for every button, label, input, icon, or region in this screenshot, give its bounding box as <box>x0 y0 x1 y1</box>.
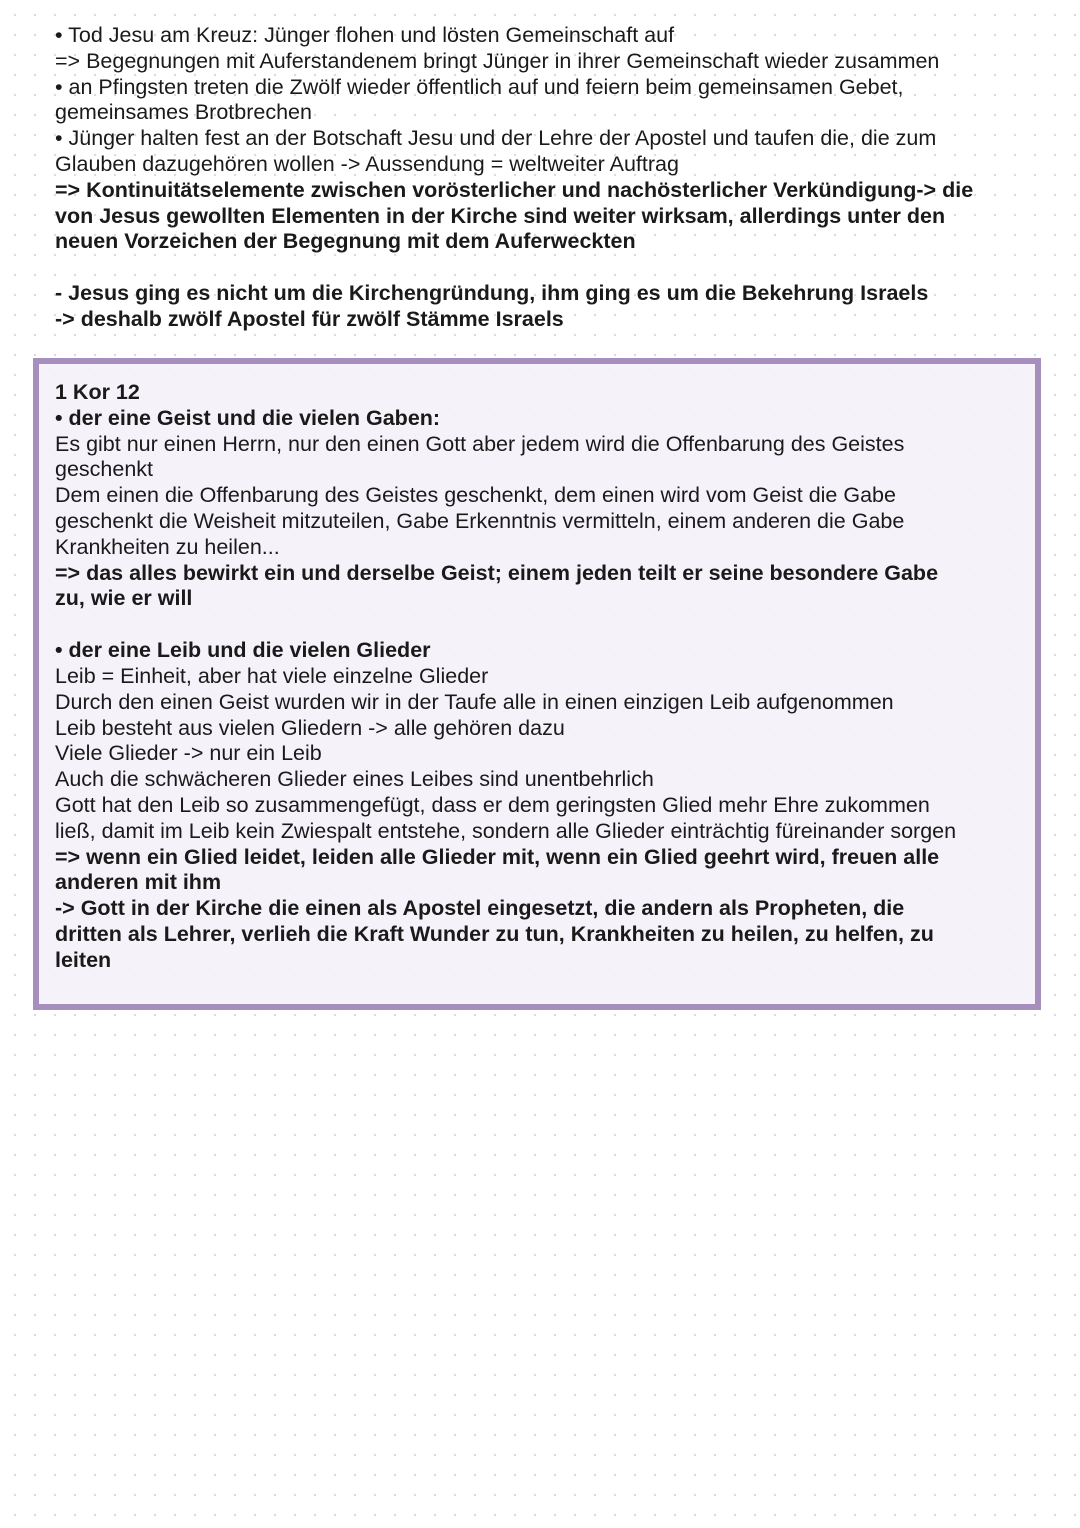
section-leib-conclusion-1: => wenn ein Glied leidet, leiden alle Glieder mit, wenn ein Glied geehrt wird, freuen alle <box>55 844 940 869</box>
section-geist-line-5: Krankheiten zu heilen... <box>55 534 280 559</box>
section-geist-heading: • der eine Geist und die vielen Gaben: <box>55 405 441 430</box>
intro-notes <box>55 23 1045 333</box>
paragraph-gap <box>55 255 1045 281</box>
kor-12-note-box <box>33 358 1041 1010</box>
kor-12-content <box>55 380 1025 974</box>
section-geist-conclusion-1: => das alles bewirkt ein und derselbe Geist; einem jeden teilt er seine besondere Gabe <box>55 560 939 585</box>
section-leib-conclusion-3: -> Gott in der Kirche die einen als Apostel eingesetzt, die andern als Propheten, die <box>55 896 905 921</box>
intro-line-5: • Jünger halten fest an der Botschaft Jesu und der Lehre der Apostel und taufen die, die zum <box>55 126 937 151</box>
section-geist-line-3: Dem einen die Offenbarung des Geistes geschenkt, dem einen wird vom Geist die Gabe <box>55 483 896 508</box>
intro-line-1: • Tod Jesu am Kreuz: Jünger flohen und lösten Gemeinschaft auf <box>55 23 675 47</box>
intro-line-2: => Begegnungen mit Auferstandenem bringt Jünger in ihrer Gemeinschaft wieder zusammen <box>55 48 940 73</box>
intro-line-4: gemeinsames Brotbrechen <box>55 100 312 125</box>
section-gap <box>55 612 1025 638</box>
section-leib-line-1: Leib = Einheit, aber hat viele einzelne Glieder <box>55 663 489 688</box>
section-leib-conclusion-5: leiten <box>55 947 112 972</box>
intro-line-3: • an Pfingsten treten die Zwölf wieder öffentlich auf und feiern beim gemeinsamen Gebet, <box>55 74 904 99</box>
box-title: 1 Kor 12 <box>55 380 140 404</box>
section-geist-conclusion-2: zu, wie er will <box>55 586 193 611</box>
section-leib-conclusion-2: anderen mit ihm <box>55 870 222 895</box>
section-leib-line-5: Auch die schwächeren Glieder eines Leibes sind unentbehrlich <box>55 767 654 792</box>
intro-conclusion-line-1: => Kontinuitätselemente zwischen vorösterlicher und nachösterlicher Verkündigung-> die <box>55 177 974 202</box>
intro-conclusion-line-2: von Jesus gewollten Elementen in der Kirche sind weiter wirksam, allerdings unter den <box>55 203 946 228</box>
section-leib-line-7: ließ, damit im Leib kein Zwiespalt entstehe, sondern alle Glieder einträchtig füreinander sorgen <box>55 818 957 843</box>
section-geist-line-1: Es gibt nur einen Herrn, nur den einen Gott aber jedem wird die Offenbarung des Geistes <box>55 431 905 456</box>
section-leib-line-3: Leib besteht aus vielen Gliedern -> alle gehören dazu <box>55 715 565 740</box>
intro-conclusion-line-3: neuen Vorzeichen der Begegnung mit dem Auferweckten <box>55 229 636 254</box>
section-leib-line-4: Viele Glieder -> nur ein Leib <box>55 741 322 766</box>
section-leib-heading: • der eine Leib und die vielen Glieder <box>55 638 431 663</box>
section-leib-line-6: Gott hat den Leib so zusammengefügt, dass er dem geringsten Glied mehr Ehre zukommen <box>55 792 930 817</box>
intro-line-6: Glauben dazugehören wollen -> Aussendung = weltweiter Auftrag <box>55 151 679 176</box>
section-geist-line-4: geschenkt die Weisheit mitzuteilen, Gabe Erkenntnis vermitteln, einem anderen die Gabe <box>55 508 905 533</box>
intro-thesis-line-1: - Jesus ging es nicht um die Kirchengründung, ihm ging es um die Bekehrung Israels <box>55 281 929 306</box>
section-leib-conclusion-4: dritten als Lehrer, verlieh die Kraft Wunder zu tun, Krankheiten zu heilen, zu helfen, zu <box>55 921 934 946</box>
section-geist-line-2: geschenkt <box>55 457 154 482</box>
intro-thesis-line-2: -> deshalb zwölf Apostel für zwölf Stämme Israels <box>55 306 564 331</box>
section-leib-line-2: Durch den einen Geist wurden wir in der Taufe alle in einen einzigen Leib aufgenommen <box>55 689 894 714</box>
